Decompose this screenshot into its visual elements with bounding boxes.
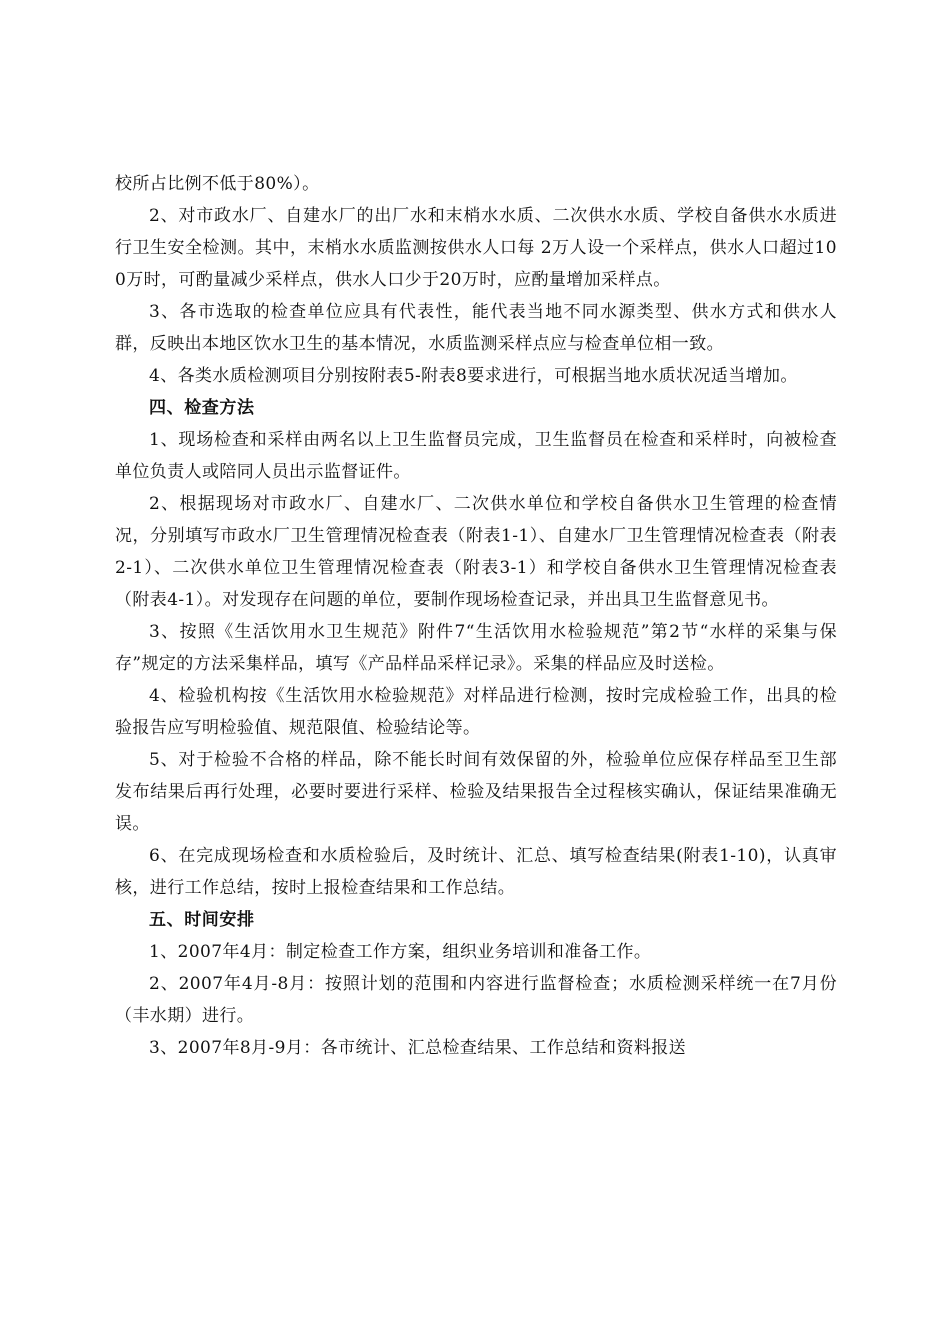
paragraph-continuation: 校所占比例不低于80%）。 — [115, 174, 320, 194]
paragraph-item-2: 2、对市政水厂、自建水厂的出厂水和末梢水水质、二次供水水质、学校自备供水水质进行卫生安全检测。其中，末梢水水质监测按供水人口每 2万人设一个采样点，供水人口超过100万时，可酌量减少采样点，供水人口少于20万时，应酌量增加采样点。 — [115, 206, 837, 290]
document-body — [115, 168, 837, 1064]
paragraph-schedule-3: 3、2007年8月-9月：各市统计、汇总检查结果、工作总结和资料报送 — [149, 1038, 687, 1058]
paragraph-method-4: 4、检验机构按《生活饮用水检验规范》对样品进行检测，按时完成检验工作，出具的检验报告应写明检验值、规范限值、检验结论等。 — [115, 686, 837, 738]
paragraph-method-2: 2、根据现场对市政水厂、自建水厂、二次供水单位和学校自备供水卫生管理的检查情况，分别填写市政水厂卫生管理情况检查表（附表1-1）、自建水厂卫生管理情况检查表（附表2-1）、二次供水单位卫生管理情况检查表（附表3-1）和学校自备供水卫生管理情况检查表（附表4-1）。对发现存在问题的单位，要制作现场检查记录，并出具卫生监督意见书。 — [115, 494, 837, 610]
paragraph-schedule-1: 1、2007年4月：制定检查工作方案，组织业务培训和准备工作。 — [149, 942, 652, 962]
paragraph-item-3: 3、各市选取的检查单位应具有代表性，能代表当地不同水源类型、供水方式和供水人群，反映出本地区饮水卫生的基本情况，水质监测采样点应与检查单位相一致。 — [115, 302, 837, 354]
section-heading-schedule: 五、时间安排 — [149, 910, 255, 930]
section-heading-inspection-method: 四、检查方法 — [149, 398, 255, 418]
paragraph-method-5: 5、对于检验不合格的样品，除不能长时间有效保留的外，检验单位应保存样品至卫生部发布结果后再行处理，必要时要进行采样、检验及结果报告全过程核实确认，保证结果准确无误。 — [115, 750, 837, 834]
paragraph-item-4: 4、各类水质检测项目分别按附表5-附表8要求进行，可根据当地水质状况适当增加。 — [149, 366, 798, 386]
paragraph-schedule-2: 2、2007年4月-8月：按照计划的范围和内容进行监督检查；水质检测采样统一在7月份（丰水期）进行。 — [115, 974, 837, 1026]
paragraph-method-6: 6、在完成现场检查和水质检验后，及时统计、汇总、填写检查结果(附表1-10)，认真审核，进行工作总结，按时上报检查结果和工作总结。 — [115, 846, 837, 898]
paragraph-method-3: 3、按照《生活饮用水卫生规范》附件7“生活饮用水检验规范”第2节“水样的采集与保存”规定的方法采集样品，填写《产品样品采样记录》。采集的样品应及时送检。 — [115, 622, 837, 674]
paragraph-method-1: 1、现场检查和采样由两名以上卫生监督员完成，卫生监督员在检查和采样时，向被检查单位负责人或陪同人员出示监督证件。 — [115, 430, 837, 482]
